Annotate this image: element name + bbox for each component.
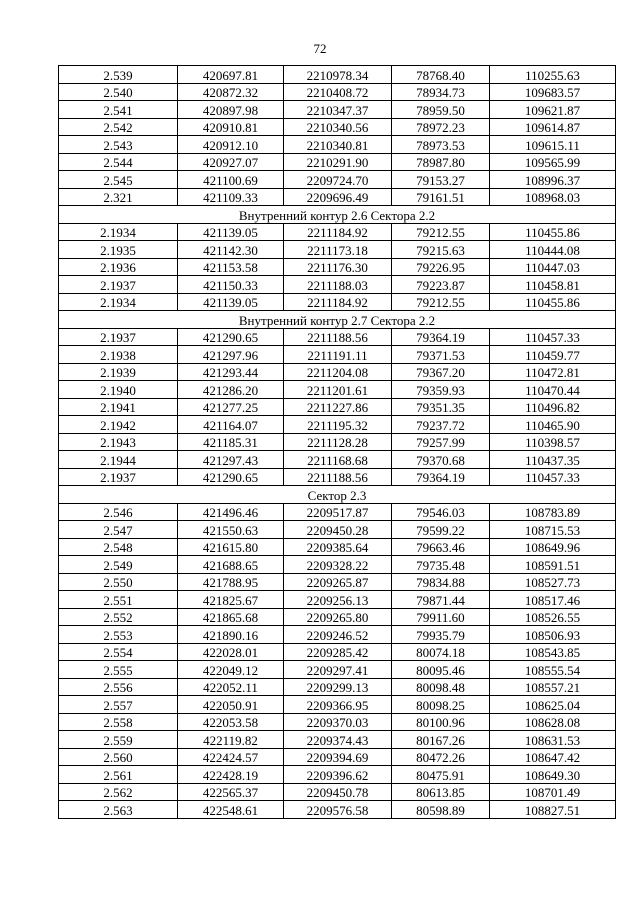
x-coordinate-cell: 422050.91	[178, 696, 284, 714]
point-number-cell: 2.1942	[59, 416, 178, 434]
x-local-cell: 80098.48	[392, 678, 490, 696]
table-row	[59, 171, 616, 189]
y-local-cell: 108996.37	[490, 171, 616, 189]
point-number-cell: 2.1943	[59, 433, 178, 451]
y-local-cell: 108591.51	[490, 556, 616, 574]
x-coordinate-cell: 421100.69	[178, 171, 284, 189]
point-number-cell: 2.562	[59, 783, 178, 801]
y-coordinate-cell: 2211188.56	[284, 328, 392, 346]
x-local-cell: 79911.60	[392, 608, 490, 626]
point-number-cell: 2.1939	[59, 363, 178, 381]
x-coordinate-cell: 420910.81	[178, 118, 284, 136]
table-row	[59, 276, 616, 294]
table-row	[59, 153, 616, 171]
table-row	[59, 538, 616, 556]
point-number-cell: 2.553	[59, 626, 178, 644]
y-coordinate-cell: 2210291.90	[284, 153, 392, 171]
y-coordinate-cell: 2211188.56	[284, 468, 392, 486]
x-coordinate-cell: 421185.31	[178, 433, 284, 451]
y-coordinate-cell: 2209374.43	[284, 731, 392, 749]
y-local-cell: 110472.81	[490, 363, 616, 381]
x-coordinate-cell: 422424.57	[178, 748, 284, 766]
y-local-cell: 110455.86	[490, 223, 616, 241]
x-coordinate-cell: 421293.44	[178, 363, 284, 381]
y-coordinate-cell: 2209696.49	[284, 188, 392, 206]
table-row	[59, 433, 616, 451]
x-coordinate-cell: 421290.65	[178, 468, 284, 486]
x-local-cell: 80074.18	[392, 643, 490, 661]
point-number-cell: 2.561	[59, 766, 178, 784]
y-coordinate-cell: 2211227.86	[284, 398, 392, 416]
y-coordinate-cell: 2209724.70	[284, 171, 392, 189]
x-coordinate-cell: 420912.10	[178, 136, 284, 154]
table-row	[59, 346, 616, 364]
y-local-cell: 110444.08	[490, 241, 616, 259]
point-number-cell: 2.545	[59, 171, 178, 189]
y-local-cell: 110437.35	[490, 451, 616, 469]
y-local-cell: 109621.87	[490, 101, 616, 119]
x-local-cell: 79215.63	[392, 241, 490, 259]
y-coordinate-cell: 2211204.08	[284, 363, 392, 381]
x-local-cell: 79226.95	[392, 258, 490, 276]
x-local-cell: 79161.51	[392, 188, 490, 206]
x-coordinate-cell: 421825.67	[178, 591, 284, 609]
table-row	[59, 713, 616, 731]
x-coordinate-cell: 422548.61	[178, 801, 284, 819]
x-coordinate-cell: 421153.58	[178, 258, 284, 276]
x-coordinate-cell: 421150.33	[178, 276, 284, 294]
x-coordinate-cell: 422052.11	[178, 678, 284, 696]
y-coordinate-cell: 2210340.81	[284, 136, 392, 154]
y-local-cell: 110470.44	[490, 381, 616, 399]
x-coordinate-cell: 421286.20	[178, 381, 284, 399]
x-coordinate-cell: 422053.58	[178, 713, 284, 731]
x-coordinate-cell: 421550.63	[178, 521, 284, 539]
table-row	[59, 381, 616, 399]
table-row	[59, 258, 616, 276]
y-local-cell: 108543.85	[490, 643, 616, 661]
table-row	[59, 521, 616, 539]
table-row	[59, 66, 616, 84]
y-local-cell: 108628.08	[490, 713, 616, 731]
x-local-cell: 78768.40	[392, 66, 490, 84]
x-local-cell: 80167.26	[392, 731, 490, 749]
table-row	[59, 136, 616, 154]
y-coordinate-cell: 2210347.37	[284, 101, 392, 119]
x-local-cell: 78973.53	[392, 136, 490, 154]
table-row	[59, 416, 616, 434]
table-row	[59, 188, 616, 206]
table-row	[59, 293, 616, 311]
x-local-cell: 79364.19	[392, 468, 490, 486]
y-local-cell: 110455.86	[490, 293, 616, 311]
point-number-cell: 2.1937	[59, 276, 178, 294]
point-number-cell: 2.542	[59, 118, 178, 136]
x-local-cell: 80095.46	[392, 661, 490, 679]
x-local-cell: 79359.93	[392, 381, 490, 399]
x-local-cell: 80613.85	[392, 783, 490, 801]
point-number-cell: 2.560	[59, 748, 178, 766]
x-coordinate-cell: 421142.30	[178, 241, 284, 259]
x-coordinate-cell: 422028.01	[178, 643, 284, 661]
x-local-cell: 79212.55	[392, 293, 490, 311]
point-number-cell: 2.541	[59, 101, 178, 119]
point-number-cell: 2.552	[59, 608, 178, 626]
table-row	[59, 731, 616, 749]
y-local-cell: 110459.77	[490, 346, 616, 364]
section-header-row	[59, 206, 616, 224]
point-number-cell: 2.1935	[59, 241, 178, 259]
table-row	[59, 696, 616, 714]
table-row	[59, 223, 616, 241]
table-row	[59, 766, 616, 784]
point-number-cell: 2.550	[59, 573, 178, 591]
y-local-cell: 108647.42	[490, 748, 616, 766]
y-coordinate-cell: 2209385.64	[284, 538, 392, 556]
coordinates-table	[58, 65, 616, 819]
point-number-cell: 2.1934	[59, 223, 178, 241]
y-local-cell: 110255.63	[490, 66, 616, 84]
point-number-cell: 2.1937	[59, 328, 178, 346]
y-local-cell: 108783.89	[490, 503, 616, 521]
table-row	[59, 573, 616, 591]
point-number-cell: 2.1941	[59, 398, 178, 416]
x-coordinate-cell: 421615.80	[178, 538, 284, 556]
point-number-cell: 2.540	[59, 83, 178, 101]
y-coordinate-cell: 2211184.92	[284, 223, 392, 241]
x-local-cell: 79153.27	[392, 171, 490, 189]
table-row	[59, 398, 616, 416]
x-local-cell: 79364.19	[392, 328, 490, 346]
y-coordinate-cell: 2209576.58	[284, 801, 392, 819]
x-local-cell: 79237.72	[392, 416, 490, 434]
point-number-cell: 2.556	[59, 678, 178, 696]
y-local-cell: 108968.03	[490, 188, 616, 206]
y-local-cell: 110465.90	[490, 416, 616, 434]
x-local-cell: 79257.99	[392, 433, 490, 451]
x-coordinate-cell: 421277.25	[178, 398, 284, 416]
point-number-cell: 2.551	[59, 591, 178, 609]
y-coordinate-cell: 2211188.03	[284, 276, 392, 294]
x-local-cell: 80472.26	[392, 748, 490, 766]
point-number-cell: 2.558	[59, 713, 178, 731]
point-number-cell: 2.1944	[59, 451, 178, 469]
y-local-cell: 110398.57	[490, 433, 616, 451]
y-coordinate-cell: 2211195.32	[284, 416, 392, 434]
x-local-cell: 80598.89	[392, 801, 490, 819]
point-number-cell: 2.554	[59, 643, 178, 661]
x-coordinate-cell: 422565.37	[178, 783, 284, 801]
table-row	[59, 241, 616, 259]
x-coordinate-cell: 421139.05	[178, 293, 284, 311]
x-local-cell: 79834.88	[392, 573, 490, 591]
y-coordinate-cell: 2209285.42	[284, 643, 392, 661]
page-number: 72	[313, 41, 327, 56]
point-number-cell: 2.1934	[59, 293, 178, 311]
x-coordinate-cell: 422049.12	[178, 661, 284, 679]
coordinates-table-body	[59, 66, 616, 819]
x-local-cell: 79223.87	[392, 276, 490, 294]
y-local-cell: 108506.93	[490, 626, 616, 644]
y-coordinate-cell: 2209265.80	[284, 608, 392, 626]
table-row	[59, 643, 616, 661]
point-number-cell: 2.544	[59, 153, 178, 171]
point-number-cell: 2.543	[59, 136, 178, 154]
section-title: Сектор 2.3	[59, 486, 616, 504]
y-coordinate-cell: 2211128.28	[284, 433, 392, 451]
y-coordinate-cell: 2211173.18	[284, 241, 392, 259]
y-coordinate-cell: 2209396.62	[284, 766, 392, 784]
y-local-cell: 110457.33	[490, 468, 616, 486]
y-coordinate-cell: 2209517.87	[284, 503, 392, 521]
table-row	[59, 468, 616, 486]
y-coordinate-cell: 2209246.52	[284, 626, 392, 644]
x-coordinate-cell: 421164.07	[178, 416, 284, 434]
x-coordinate-cell: 421688.65	[178, 556, 284, 574]
x-coordinate-cell: 420897.98	[178, 101, 284, 119]
table-row	[59, 608, 616, 626]
table-row	[59, 503, 616, 521]
x-coordinate-cell: 420872.32	[178, 83, 284, 101]
section-title: Внутренний контур 2.6 Сектора 2.2	[59, 206, 616, 224]
point-number-cell: 2.321	[59, 188, 178, 206]
point-number-cell: 2.559	[59, 731, 178, 749]
table-row	[59, 328, 616, 346]
y-local-cell: 109614.87	[490, 118, 616, 136]
y-coordinate-cell: 2210408.72	[284, 83, 392, 101]
table-row	[59, 783, 616, 801]
y-local-cell: 108557.21	[490, 678, 616, 696]
point-number-cell: 2.546	[59, 503, 178, 521]
table-row	[59, 83, 616, 101]
x-local-cell: 79935.79	[392, 626, 490, 644]
x-local-cell: 79351.35	[392, 398, 490, 416]
x-local-cell: 79212.55	[392, 223, 490, 241]
y-local-cell: 108631.53	[490, 731, 616, 749]
x-coordinate-cell: 421297.96	[178, 346, 284, 364]
table-row	[59, 556, 616, 574]
point-number-cell: 2.1940	[59, 381, 178, 399]
table-row	[59, 591, 616, 609]
point-number-cell: 2.539	[59, 66, 178, 84]
y-coordinate-cell: 2209394.69	[284, 748, 392, 766]
y-coordinate-cell: 2209370.03	[284, 713, 392, 731]
x-local-cell: 79370.68	[392, 451, 490, 469]
x-coordinate-cell: 420697.81	[178, 66, 284, 84]
y-coordinate-cell: 2209299.13	[284, 678, 392, 696]
y-coordinate-cell: 2209297.41	[284, 661, 392, 679]
y-coordinate-cell: 2209450.78	[284, 783, 392, 801]
y-local-cell: 108715.53	[490, 521, 616, 539]
y-coordinate-cell: 2209265.87	[284, 573, 392, 591]
point-number-cell: 2.563	[59, 801, 178, 819]
table-row	[59, 748, 616, 766]
table-row	[59, 661, 616, 679]
x-coordinate-cell: 421139.05	[178, 223, 284, 241]
y-local-cell: 108555.54	[490, 661, 616, 679]
y-coordinate-cell: 2211201.61	[284, 381, 392, 399]
x-local-cell: 79599.22	[392, 521, 490, 539]
x-local-cell: 78959.50	[392, 101, 490, 119]
x-coordinate-cell: 421290.65	[178, 328, 284, 346]
y-local-cell: 108526.55	[490, 608, 616, 626]
y-coordinate-cell: 2211176.30	[284, 258, 392, 276]
y-coordinate-cell: 2209450.28	[284, 521, 392, 539]
y-local-cell: 110457.33	[490, 328, 616, 346]
table-row	[59, 363, 616, 381]
y-coordinate-cell: 2211184.92	[284, 293, 392, 311]
x-local-cell: 80100.96	[392, 713, 490, 731]
x-local-cell: 79546.03	[392, 503, 490, 521]
y-coordinate-cell: 2209366.95	[284, 696, 392, 714]
y-local-cell: 110496.82	[490, 398, 616, 416]
y-local-cell: 108517.46	[490, 591, 616, 609]
table-row	[59, 678, 616, 696]
y-local-cell: 109683.57	[490, 83, 616, 101]
y-local-cell: 108649.30	[490, 766, 616, 784]
x-local-cell: 78934.73	[392, 83, 490, 101]
x-coordinate-cell: 421890.16	[178, 626, 284, 644]
table-row	[59, 118, 616, 136]
y-local-cell: 108827.51	[490, 801, 616, 819]
x-coordinate-cell: 421496.46	[178, 503, 284, 521]
y-local-cell: 109615.11	[490, 136, 616, 154]
table-row	[59, 101, 616, 119]
y-coordinate-cell: 2210978.34	[284, 66, 392, 84]
y-coordinate-cell: 2209256.13	[284, 591, 392, 609]
section-header-row	[59, 486, 616, 504]
point-number-cell: 2.557	[59, 696, 178, 714]
table-row	[59, 801, 616, 819]
point-number-cell: 2.1938	[59, 346, 178, 364]
y-local-cell: 109565.99	[490, 153, 616, 171]
point-number-cell: 2.1936	[59, 258, 178, 276]
y-coordinate-cell: 2209328.22	[284, 556, 392, 574]
x-local-cell: 79367.20	[392, 363, 490, 381]
table-row	[59, 451, 616, 469]
point-number-cell: 2.1937	[59, 468, 178, 486]
x-local-cell: 79735.48	[392, 556, 490, 574]
x-local-cell: 78987.80	[392, 153, 490, 171]
table-row	[59, 626, 616, 644]
x-coordinate-cell: 422428.19	[178, 766, 284, 784]
x-local-cell: 79663.46	[392, 538, 490, 556]
y-coordinate-cell: 2210340.56	[284, 118, 392, 136]
y-coordinate-cell: 2211191.11	[284, 346, 392, 364]
x-coordinate-cell: 421865.68	[178, 608, 284, 626]
x-coordinate-cell: 421109.33	[178, 188, 284, 206]
y-local-cell: 108527.73	[490, 573, 616, 591]
y-local-cell: 108625.04	[490, 696, 616, 714]
y-local-cell: 108701.49	[490, 783, 616, 801]
x-coordinate-cell: 420927.07	[178, 153, 284, 171]
y-local-cell: 108649.96	[490, 538, 616, 556]
x-coordinate-cell: 421297.43	[178, 451, 284, 469]
x-local-cell: 79871.44	[392, 591, 490, 609]
point-number-cell: 2.555	[59, 661, 178, 679]
y-local-cell: 110458.81	[490, 276, 616, 294]
section-title: Внутренний контур 2.7 Сектора 2.2	[59, 311, 616, 329]
section-header-row	[59, 311, 616, 329]
y-coordinate-cell: 2211168.68	[284, 451, 392, 469]
point-number-cell: 2.548	[59, 538, 178, 556]
x-coordinate-cell: 421788.95	[178, 573, 284, 591]
y-local-cell: 110447.03	[490, 258, 616, 276]
x-local-cell: 80098.25	[392, 696, 490, 714]
x-coordinate-cell: 422119.82	[178, 731, 284, 749]
x-local-cell: 79371.53	[392, 346, 490, 364]
point-number-cell: 2.549	[59, 556, 178, 574]
x-local-cell: 78972.23	[392, 118, 490, 136]
point-number-cell: 2.547	[59, 521, 178, 539]
x-local-cell: 80475.91	[392, 766, 490, 784]
